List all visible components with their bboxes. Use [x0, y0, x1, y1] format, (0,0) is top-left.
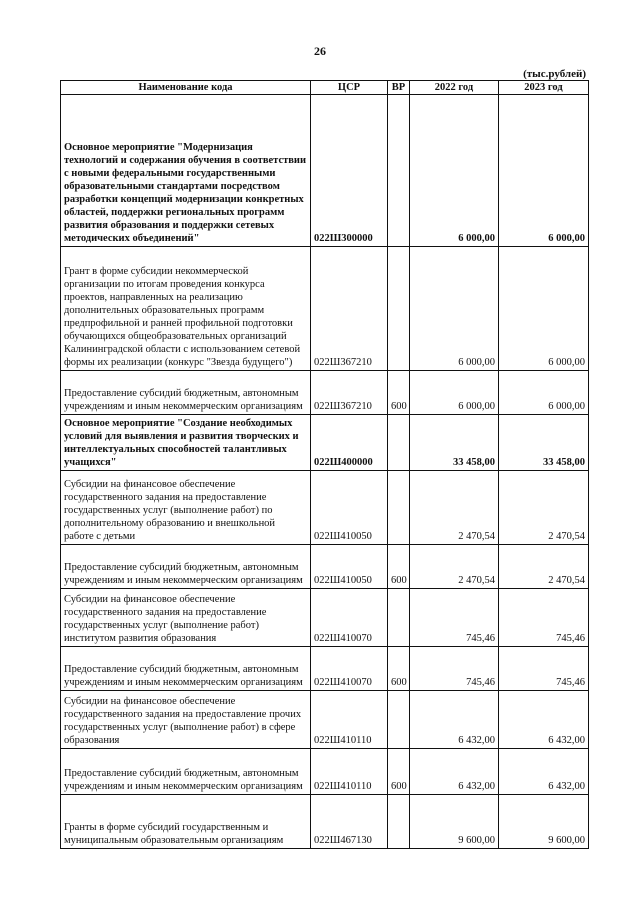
row-2023-cell: 6 000,00: [499, 371, 589, 415]
row-2023-cell: 9 600,00: [499, 795, 589, 849]
row-csr-cell: 022Ш410050: [311, 471, 388, 545]
row-2022-cell: 2 470,54: [410, 545, 499, 589]
row-2023-cell: 745,46: [499, 647, 589, 691]
unit-note: (тыс.рублей): [523, 68, 586, 80]
row-2023-cell: 6 000,00: [499, 95, 589, 247]
row-vr-cell: [388, 471, 410, 545]
header-vr: ВР: [388, 81, 410, 95]
page-number: 26: [314, 44, 326, 58]
header-name: Наименование кода: [61, 81, 311, 95]
row-csr-cell: 022Ш367210: [311, 371, 388, 415]
row-2022-cell: 6 432,00: [410, 749, 499, 795]
row-2023-cell: 2 470,54: [499, 545, 589, 589]
table-header-row: [61, 81, 589, 95]
row-csr-cell: 022Ш410050: [311, 545, 388, 589]
row-2022-cell: 9 600,00: [410, 795, 499, 849]
table-row: [61, 415, 589, 471]
header-csr: ЦСР: [311, 81, 388, 95]
row-csr-cell: 022Ш300000: [311, 95, 388, 247]
row-csr-cell: 022Ш367210: [311, 247, 388, 371]
row-name-cell: Субсидии на финансовое обеспечение государственного задания на предоставление государственных услуг (выполнение работ) по дополнительному образованию и внешкольной работе с детьми: [61, 471, 311, 545]
row-2022-cell: 6 000,00: [410, 371, 499, 415]
row-name-cell: Субсидии на финансовое обеспечение государственного задания на предоставление государственных услуг (выполнение работ) институтом развития образования: [61, 589, 311, 647]
table-row: [61, 749, 589, 795]
table-row: [61, 691, 589, 749]
row-2022-cell: 6 000,00: [410, 95, 499, 247]
row-vr-cell: [388, 247, 410, 371]
row-vr-cell: 600: [388, 647, 410, 691]
row-vr-cell: 600: [388, 749, 410, 795]
row-vr-cell: [388, 589, 410, 647]
table-row: [61, 589, 589, 647]
row-csr-cell: 022Ш400000: [311, 415, 388, 471]
table-row: [61, 545, 589, 589]
table-row: [61, 795, 589, 849]
row-vr-cell: 600: [388, 371, 410, 415]
row-vr-cell: 600: [388, 545, 410, 589]
row-csr-cell: 022Ш410070: [311, 589, 388, 647]
row-name-cell: Грант в форме субсидии некоммерческой организации по итогам проведения конкурса проектов, направленных на реализацию дополнительных образовательных программ предпрофильной и ранней профильной подготовки обучающихся общеобразовательных организаций Калининградской области с использованием сетевой формы их реализации (конкурс "Звезда будущего"): [61, 247, 311, 371]
row-name-cell: Предоставление субсидий бюджетным, автономным учреждениям и иным некоммерческим организациям: [61, 545, 311, 589]
row-2023-cell: 33 458,00: [499, 415, 589, 471]
table-row: [61, 247, 589, 371]
row-2022-cell: 6 432,00: [410, 691, 499, 749]
row-csr-cell: 022Ш467130: [311, 795, 388, 849]
table-row: [61, 647, 589, 691]
row-name-cell: Предоставление субсидий бюджетным, автономным учреждениям и иным некоммерческим организациям: [61, 749, 311, 795]
table-row: [61, 471, 589, 545]
row-vr-cell: [388, 95, 410, 247]
row-name-cell: Предоставление субсидий бюджетным, автономным учреждениям и иным некоммерческим организациям: [61, 647, 311, 691]
row-vr-cell: [388, 795, 410, 849]
row-2023-cell: 6 432,00: [499, 691, 589, 749]
row-name-cell: Субсидии на финансовое обеспечение государственного задания на предоставление прочих государственных услуг (выполнение работ) в сфере образования: [61, 691, 311, 749]
row-name-cell: Гранты в форме субсидий государственным и муниципальным образовательным организациям: [61, 795, 311, 849]
row-name-cell: Основное мероприятие "Создание необходимых условий для выявления и развития творческих и интеллектуальных способностей талантливых учащихся": [61, 415, 311, 471]
row-2023-cell: 2 470,54: [499, 471, 589, 545]
header-2022: 2022 год: [410, 81, 499, 95]
row-csr-cell: 022Ш410070: [311, 647, 388, 691]
row-2022-cell: 745,46: [410, 589, 499, 647]
table-row: [61, 95, 589, 247]
row-2023-cell: 6 000,00: [499, 247, 589, 371]
row-2023-cell: 6 432,00: [499, 749, 589, 795]
header-2023: 2023 год: [499, 81, 589, 95]
row-csr-cell: 022Ш410110: [311, 691, 388, 749]
table-row: [61, 371, 589, 415]
row-name-cell: Предоставление субсидий бюджетным, автономным учреждениям и иным некоммерческим организациям: [61, 371, 311, 415]
row-vr-cell: [388, 415, 410, 471]
row-2022-cell: 2 470,54: [410, 471, 499, 545]
row-2022-cell: 33 458,00: [410, 415, 499, 471]
row-csr-cell: 022Ш410110: [311, 749, 388, 795]
row-2022-cell: 745,46: [410, 647, 499, 691]
budget-table: [60, 80, 589, 849]
row-name-cell: Основное мероприятие "Модернизация технологий и содержания обучения в соответствии с новыми федеральными государственными образовательными стандартами посредством разработки концепций модернизации конкретных областей, поддержки региональных программ развития образования и поддержки сетевых методических объединений": [61, 95, 311, 247]
row-vr-cell: [388, 691, 410, 749]
row-2022-cell: 6 000,00: [410, 247, 499, 371]
row-2023-cell: 745,46: [499, 589, 589, 647]
table-body: [61, 95, 589, 849]
